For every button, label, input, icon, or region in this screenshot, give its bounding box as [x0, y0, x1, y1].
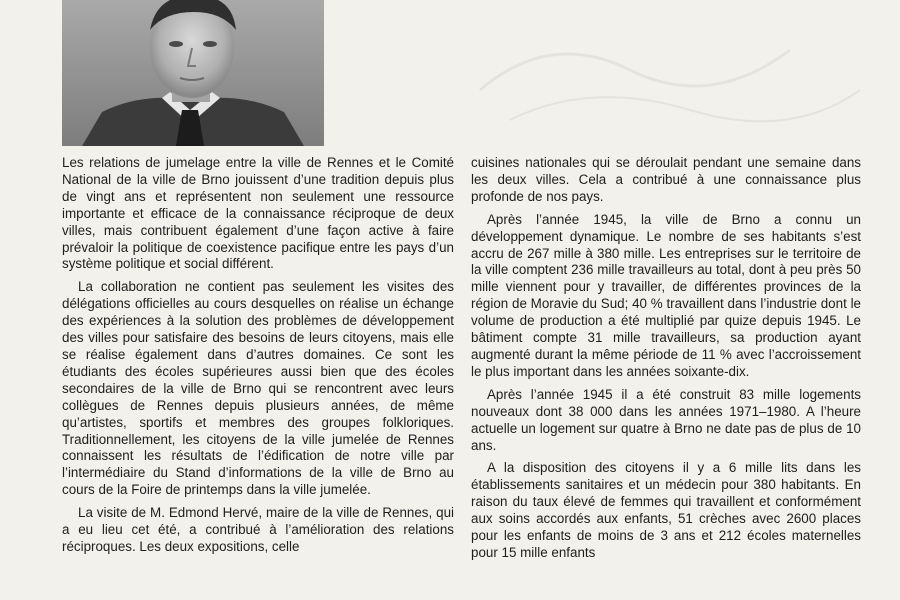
- paragraph-logements: Après l’année 1945 il a été construit 83 mille logements nouveaux dont 38 000 dans les années 1971–1980. A l’heure actuelle un logement sur quatre à Brno ne date pas de plus de 10 ans.: [471, 386, 861, 453]
- left-text-column: [62, 155, 454, 562]
- paragraph-visite: La visite de M. Edmond Hervé, maire de la ville de Rennes, qui a eu lieu cet été, a contribué à l’amélioration des relations réciproques. Les deux expositions, celle: [62, 505, 454, 554]
- portrait-photo: [62, 0, 324, 146]
- paragraph-developpement: Après l’année 1945, la ville de Brno a connu un développement dynamique. Le nombre de ses habitants s’est accru de 267 mille à 380 mille. Les entreprises sur le territoire de la ville comptent 236 mille travailleurs au total, dont à peu près 50 mille viennent pour y travailler, de différentes provinces de la région de Moravie du Sud; 40 % travaillent dans l’industrie dont le volume de production a été multiplié par quize depuis 1945. Le bâtiment compte 31 mille travailleurs, sa production ayant augmenté durant la même période de 11 % avec l’accroissement le plus important dans les années soixante-dix.: [471, 211, 861, 379]
- background-smudge: [470, 10, 870, 140]
- paragraph-sante: A la disposition des citoyens il y a 6 mille lits dans les établissements sanitaires et un médecin pour 380 habitants. En raison du taux élevé de femmes qui travaillent et conformément aux soins accordés aux enfants, 51 crèches avec 2600 places pour les enfants de moins de 3 ans et 212 écoles maternelles pour 15 mille enfants: [471, 460, 861, 560]
- paragraph-jumelage: Les relations de jumelage entre la ville de Rennes et le Comité National de la ville de Brno jouissent d’une tradition depuis plus de vingt ans et représentent non seulement une ressource importante et efficace de la connaissance réciproque de deux villes, mais contribuent également d’une façon active à faire prévaloir la politique de coexistence pacifique entre les pays d’un système politique et social différent.: [62, 155, 454, 272]
- paragraph-collaboration: La collaboration ne contient pas seulement les visites des délégations officielles au cours desquelles on réalise un échange des expériences à la solution des problèmes de développement des villes pour satisfaire des besoins de leurs citoyens, mais elle se réalise également dans d’autres domaines. Ce sont les étudiants des écoles supérieures aussi bien que des écoles secondaires de la ville de Brno qui se rencontrent avec leurs collègues de Rennes depuis plusieurs années, de même qu’artistes, sportifs et membres des groupes folkloriques. Traditionnellement, les citoyens de la ville jumelée de Rennes connaissent les résultats de l’édification de notre ville par l’intermédiaire du Stand d’informations de la ville de Brno au cours de la Foire de printemps dans la ville jumelée.: [62, 279, 454, 498]
- paragraph-cuisines: cuisines nationales qui se déroulait pendant une semaine dans les deux villes. Cela a contribué à une connaissance plus profonde de nos pays.: [471, 155, 861, 204]
- right-text-column: [471, 155, 861, 568]
